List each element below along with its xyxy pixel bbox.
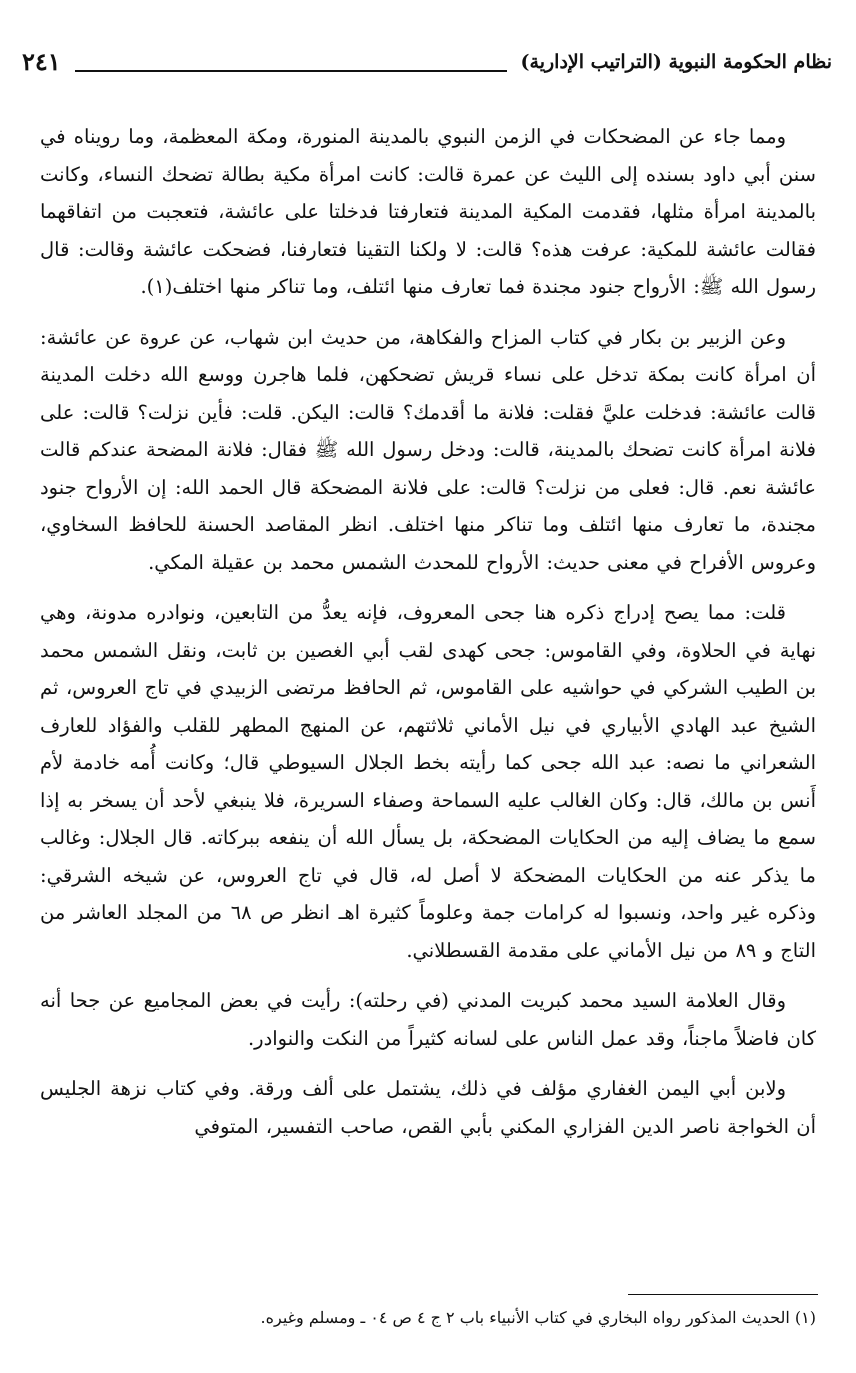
footnote: (١) الحديث المذكور رواه البخاري في كتاب الأنبياء باب ٢ ج ٤ ص ٠٤ ـ ومسلم وغيره. [260, 1308, 816, 1327]
footnote-rule [628, 1294, 818, 1295]
paragraph: ومما جاء عن المضحكات في الزمن النبوي بالمدينة المنورة، ومكة المعظمة، وما رويناه في سنن أبي داود بسنده إلى الليث عن عمرة قالت: كانت امرأة مكية بطالة تضحك النساء، وكانت بالمدينة امرأة مثلها، فقدمت المكية المدينة فتعارفتا فدخلتا على عائشة، فتعجبت من اتفاقهما فقالت عائشة للمكية: عرفت هذه؟ قالت: لا ولكنا التقينا فتعارفنا، فضحكت عائشة وقالت: قال رسول الله ﷺ: الأرواح جنود مجندة فما تعارف منها ائتلف، وما تناكر منها اختلف(١). [40, 125, 816, 298]
header-rule [75, 70, 507, 72]
running-title: نظام الحكومة النبوية (التراتيب الإدارية) [520, 51, 832, 73]
paragraph: قلت: مما يصح إدراج ذكره هنا جحى المعروف، فإنه يعدُّ من التابعين، ونوادره مدونة، وهي نهاية في الحلاوة، وفي القاموس: جحى كهدى لقب أبي الغصين بن ثابت، ونقل الشمس محمد بن الطيب الشركي في حواشيه على القاموس، ثم الحافظ مرتضى الزبيدي في تاج العروس، ثم الشيخ عبد الهادي الأبياري في نيل الأماني ثلاثتهم، عن المنهج المطهر للقلب والفؤاد للعارف الشعراني ما نصه: عبد الله جحى كما رأيته بخط الجلال السيوطي قال؛ وكانت أُمه خادمة لأم أَنس بن مالك، قال: وكان الغالب عليه السماحة وصفاء السريرة، فلا ينبغي لأحد أن يسخر به إذا سمع ما يضاف إليه من الحكايات المضحكة، بل يسأل الله أن ينفعه ببركاته. قال الجلال: وغالب ما يذكر عنه من الحكايات المضحكة لا أصل له، قال في تاج العروس، عن شيخه الشرقي: وذكره غير واحد، ونسبوا له كرامات جمة وعلوماً كثيرة اهـ انظر ص ٦٨ من المجلد العاشر من التاج و ٨٩ من نيل الأماني على مقدمة القسطلاني. [40, 601, 816, 962]
paragraph: وقال العلامة السيد محمد كبريت المدني (في رحلته): رأيت في بعض المجاميع عن جحا أنه كان فاضلاً ماجناً، وقد عمل الناس على لسانه كثيراً من النكت والنوادر. [40, 989, 816, 1050]
paragraph: ولابن أبي اليمن الغفاري مؤلف في ذلك، يشتمل على ألف ورقة. وفي كتاب نزهة الجليس أن الخواجة ناصر الدين الفزاري المكني بأبي القص، صاحب التفسير، المتوفي [40, 1077, 816, 1138]
main-text [40, 118, 816, 1158]
page-header [22, 40, 832, 84]
page-number: ٢٤١ [22, 47, 61, 76]
paragraph: وعن الزبير بن بكار في كتاب المزاح والفكاهة، من حديث ابن شهاب، عن عروة عن عائشة: أن امرأة كانت بمكة تدخل على نساء قريش تضحكهن، فلما هاجرن ووسع الله دخلت المدينة قالت عائشة: فدخلت عليَّ فقلت: فلانة ما أقدمك؟ قالت: اليكن. قلت: فأين نزلت؟ قالت: على فلانة امرأة كانت تضحك بالمدينة، قالت: ودخل رسول الله ﷺ فقال: فلانة المضحة عندكم قالت عائشة نعم. قال: فعلى من نزلت؟ قالت: على فلانة المضحكة قال الحمد الله: إن الأرواح جنود مجندة، ما تعارف منها ائتلف وما تناكر منها اختلف. انظر المقاصد الحسنة للحافظ السخاوي، وعروس الأفراح في معنى حديث: الأرواح للمحدث الشمس محمد بن عقيلة المكي. [40, 325, 816, 574]
